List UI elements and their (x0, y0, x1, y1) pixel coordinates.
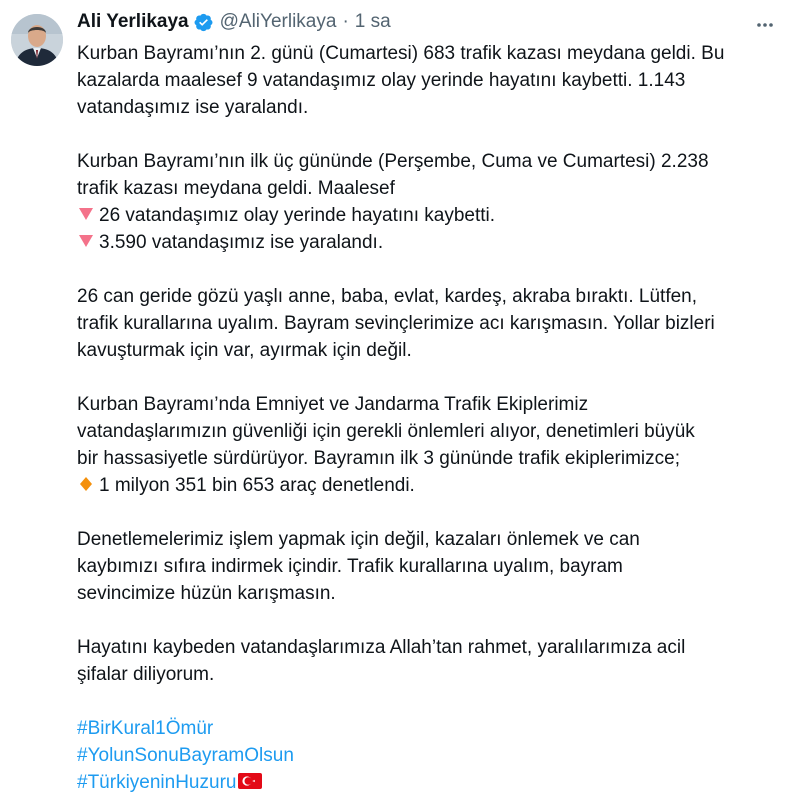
bullet-text: 26 vatandaşımız olay yerinde hayatını kaybetti. (99, 205, 496, 226)
text-line: kaybımızı sıfıra indirmek içindir. Trafik kurallarına uyalım, bayram (77, 556, 623, 577)
text-line: vatandaşlarımızın güvenliği için gerekli önlemleri alıyor, denetimleri büyük (77, 421, 695, 442)
text-line: Kurban Bayramı’nın ilk üç gününde (Perşembe, Cuma ve Cumartesi) 2.238 (77, 151, 709, 172)
hashtag-line (77, 742, 777, 769)
hashtag-link[interactable]: #YolunSonuBayramOlsun (77, 745, 294, 766)
tweet-text (77, 40, 777, 796)
hashtag-link[interactable]: #TürkiyeninHuzuru (77, 772, 237, 793)
text-line: kavuşturmak için var, ayırmak için değil. (77, 340, 412, 361)
text-line: vatandaşımız ise yaralandı. (77, 97, 309, 118)
text-line: bir hassasiyetle sürdürüyor. Bayramın ilk 3 gününde trafik ekiplerimizce; (77, 448, 680, 469)
avatar-image (11, 14, 63, 66)
bullet-text: 3.590 vatandaşımız ise yaralandı. (99, 232, 384, 253)
turkey-flag-icon (238, 772, 262, 790)
author-name[interactable]: Ali Yerlikaya (77, 11, 189, 32)
separator-dot: · (342, 11, 349, 32)
bullet-text: 1 milyon 351 bin 653 araç denetlendi. (99, 475, 415, 496)
text-line: 26 can geride gözü yaşlı anne, baba, evlat, kardeş, akraba bıraktı. Lütfen, (77, 286, 698, 307)
bullet-line (77, 229, 777, 256)
text-line: trafik kazası meydana geldi. Maalesef (77, 178, 395, 199)
more-options-icon[interactable] (752, 12, 778, 38)
text-line: kazalarda maalesef 9 vatandaşımız olay yerinde hayatını kaybetti. 1.143 (77, 70, 686, 91)
red-triangle-down-icon (77, 232, 95, 250)
text-line: Denetlemelerimiz işlem yapmak için değil, kazaları önlemek ve can (77, 529, 640, 550)
text-line: trafik kurallarına uyalım. Bayram sevinçlerimize acı karışmasın. Yollar bizleri (77, 313, 715, 334)
bullet-line (77, 472, 777, 499)
hashtag-line (77, 715, 777, 742)
tweet-header (77, 9, 391, 35)
text-line: Hayatını kaybeden vatandaşlarımıza Allah’tan rahmet, yaralılarımıza acil (77, 637, 686, 658)
text-line: sevincimize hüzün karışmasın. (77, 583, 336, 604)
verified-badge-icon (193, 12, 214, 33)
red-triangle-down-icon (77, 205, 95, 223)
text-line: Kurban Bayramı’nın 2. günü (Cumartesi) 683 trafik kazası meydana geldi. Bu (77, 43, 725, 64)
tweet-timestamp[interactable]: 1 sa (354, 11, 391, 32)
bullet-line (77, 202, 777, 229)
hashtag-line (77, 769, 777, 796)
text-line: Kurban Bayramı’nda Emniyet ve Jandarma Trafik Ekiplerimiz (77, 394, 589, 415)
orange-diamond-icon (77, 475, 95, 493)
author-avatar[interactable] (11, 14, 63, 66)
text-line: şifalar diliyorum. (77, 664, 215, 685)
hashtag-link[interactable]: #BirKural1Ömür (77, 718, 214, 739)
author-handle[interactable]: @AliYerlikaya (219, 11, 337, 32)
